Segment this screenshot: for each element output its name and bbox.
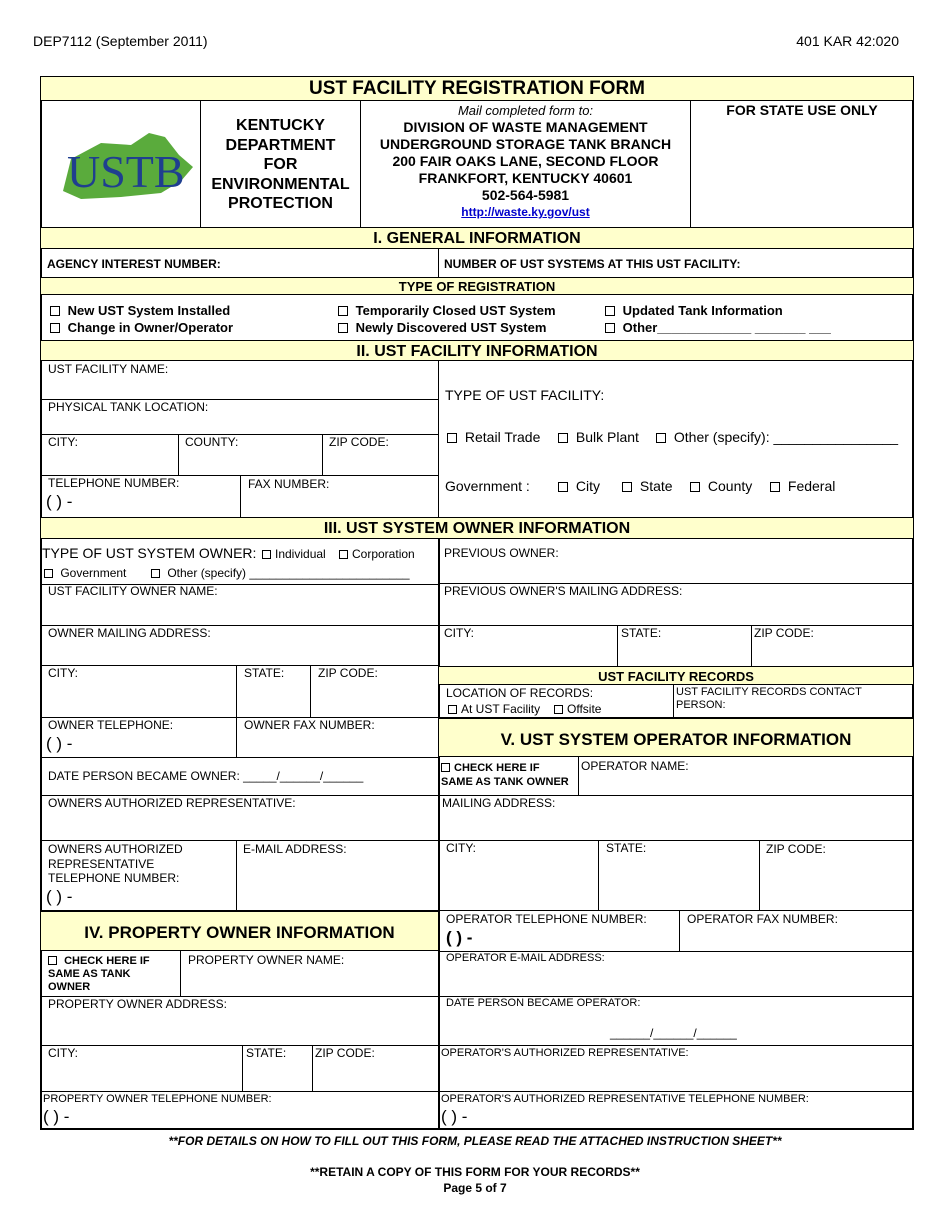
divider (41, 757, 438, 758)
opt-change-owner[interactable]: Change in Owner/Operator (50, 320, 233, 335)
operator-date-blank[interactable]: ______/______/______ (610, 1026, 737, 1040)
city-label: CITY: (48, 435, 79, 449)
owner-zip-label: ZIP CODE: (318, 666, 378, 680)
divider (438, 361, 439, 517)
checkbox[interactable] (558, 482, 568, 492)
gov-state[interactable]: State (622, 478, 673, 494)
operator-city-label: CITY: (446, 841, 477, 855)
divider (41, 840, 438, 841)
divider (312, 1045, 313, 1091)
prev-zip-label: ZIP CODE: (754, 626, 814, 640)
gov-federal[interactable]: Federal (770, 478, 835, 494)
divider (322, 434, 323, 475)
divider (679, 910, 680, 951)
type-registration-title: TYPE OF REGISTRATION (41, 277, 913, 295)
agency-interest-label: AGENCY INTEREST NUMBER: (47, 257, 221, 271)
type-retail[interactable]: Retail Trade (447, 429, 540, 445)
operator-address-label: MAILING ADDRESS: (442, 796, 556, 810)
owner-type-other[interactable]: Other (specify) ________________________ (151, 566, 410, 580)
checkbox[interactable] (447, 433, 457, 443)
county-label: COUNTY: (185, 435, 239, 449)
owner-telephone-label: OWNER TELEPHONE: (48, 718, 174, 732)
divider (310, 665, 311, 717)
tank-location-label: PHYSICAL TANK LOCATION: (48, 400, 209, 414)
opt-newly-discovered[interactable]: Newly Discovered UST System (338, 320, 546, 335)
operator-tel-blank[interactable]: ( ) - (446, 928, 473, 947)
owner-type-government[interactable]: Government (44, 566, 126, 580)
gov-county[interactable]: County (690, 478, 752, 494)
government-label: Government : (445, 478, 530, 494)
instructions-note: **FOR DETAILS ON HOW TO FILL OUT THIS FORM, PLEASE READ THE ATTACHED INSTRUCTION SHEET** (168, 1134, 782, 1148)
records-location-label: LOCATION OF RECORDS: (446, 686, 594, 700)
opt-new-install[interactable]: New UST System Installed (50, 303, 230, 318)
checkbox[interactable] (605, 323, 615, 333)
divider (41, 665, 438, 666)
prev-state-label: STATE: (621, 626, 662, 640)
checkbox[interactable] (441, 763, 450, 772)
checkbox[interactable] (558, 433, 568, 443)
checkbox[interactable] (151, 569, 160, 578)
operator-auth-rep-label: OPERATOR'S AUTHORIZED REPRESENTATIVE: (441, 1047, 689, 1059)
operator-state-label: STATE: (606, 841, 647, 855)
mailing-line: 502-564-5981 (481, 187, 570, 203)
opt-temp-closed[interactable]: Temporarily Closed UST System (338, 303, 556, 318)
divider (41, 1045, 438, 1046)
agency-line: FOR (263, 156, 298, 173)
divider (751, 625, 752, 666)
previous-owner-label: PREVIOUS OWNER: (444, 546, 559, 560)
mailing-line: DIVISION OF WASTE MANAGEMENT (403, 119, 648, 135)
divider (598, 840, 599, 910)
num-systems-label: NUMBER OF UST SYSTEMS AT THIS UST FACILITY: (444, 257, 741, 271)
section-4-title: IV. PROPERTY OWNER INFORMATION (41, 910, 438, 951)
checkbox[interactable] (770, 482, 780, 492)
mailing-intro: Mail completed form to: (457, 103, 594, 118)
divider (439, 684, 913, 685)
checkbox[interactable] (48, 956, 57, 965)
operator-zip-label: ZIP CODE: (766, 842, 826, 856)
mailing-address (361, 101, 691, 227)
type-bulk[interactable]: Bulk Plant (558, 429, 639, 445)
divider (759, 840, 760, 910)
agency-line: PROTECTION (228, 195, 333, 212)
owner-city-label: CITY: (48, 666, 79, 680)
operator-email-label: OPERATOR E-MAIL ADDRESS: (446, 952, 605, 964)
operator-same-check[interactable]: CHECK HERE IF SAME AS TANK OWNER (441, 762, 569, 788)
email-label: E-MAIL ADDRESS: (243, 842, 347, 856)
opt-updated-tank[interactable]: Updated Tank Information (605, 303, 783, 318)
checkbox[interactable] (554, 705, 563, 714)
divider (438, 249, 439, 277)
property-zip-label: ZIP CODE: (315, 1046, 375, 1060)
agency-line: DEPARTMENT (225, 136, 336, 154)
checkbox[interactable] (338, 306, 348, 316)
divider (673, 684, 674, 717)
checkbox[interactable] (605, 306, 615, 316)
divider (578, 757, 579, 795)
checkbox[interactable] (44, 569, 53, 578)
auth-rep-label: OWNERS AUTHORIZED REPRESENTATIVE: (48, 796, 296, 810)
checkbox[interactable] (50, 323, 60, 333)
checkbox[interactable] (339, 550, 348, 559)
checkbox[interactable] (50, 306, 60, 316)
property-address-label: PROPERTY OWNER ADDRESS: (48, 997, 227, 1011)
section-3-title: III. UST SYSTEM OWNER INFORMATION (41, 517, 913, 539)
mailing-line: UNDERGROUND STORAGE TANK BRANCH (379, 136, 672, 152)
gov-city[interactable]: City (558, 478, 600, 494)
divider (41, 1091, 438, 1092)
property-tel-blank[interactable]: ( ) - (43, 1107, 70, 1126)
divider (180, 951, 181, 996)
property-state-label: STATE: (246, 1046, 287, 1060)
section-2-title: II. UST FACILITY INFORMATION (41, 340, 913, 361)
prev-city-label: CITY: (444, 626, 475, 640)
divider (236, 665, 237, 717)
records-title: UST FACILITY RECORDS (439, 666, 913, 684)
divider (439, 910, 913, 911)
checkbox[interactable] (656, 433, 666, 443)
operator-fax-label: OPERATOR FAX NUMBER: (687, 912, 838, 926)
logo-text: USTB (67, 146, 185, 197)
checkbox[interactable] (262, 550, 271, 559)
owner-type-corporation[interactable]: Corporation (339, 547, 415, 561)
operator-auth-rep-tel-label: OPERATOR'S AUTHORIZED REPRESENTATIVE TELEPHONE NUMBER: (441, 1093, 809, 1105)
telephone-blank[interactable]: ( ) - (46, 492, 73, 511)
operator-auth-rep-tel-blank[interactable]: ( ) - (441, 1107, 468, 1126)
date-owner-label: DATE PERSON BECAME OWNER: _____/______/______ (48, 769, 364, 783)
agency-line: ENVIRONMENTAL (211, 175, 350, 193)
records-contact-label: UST FACILITY RECORDS CONTACT PERSON: (676, 686, 862, 711)
property-tel-label: PROPERTY OWNER TELEPHONE NUMBER: (43, 1093, 272, 1105)
logo-cell (41, 101, 201, 227)
checkbox[interactable] (690, 482, 700, 492)
agency-name (201, 101, 361, 227)
property-owner-name-label: PROPERTY OWNER NAME: (188, 953, 345, 967)
owner-type-label: TYPE OF UST SYSTEM OWNER: (42, 545, 257, 561)
owner-name-label: UST FACILITY OWNER NAME: (48, 584, 218, 598)
state-use-only: FOR STATE USE ONLY (726, 102, 878, 118)
telephone-label: TELEPHONE NUMBER: (48, 476, 180, 490)
operator-date-label: DATE PERSON BECAME OPERATOR: (446, 997, 641, 1009)
records-offsite[interactable]: Offsite (554, 702, 601, 716)
divider (236, 717, 237, 757)
form-title: UST FACILITY REGISTRATION FORM (41, 77, 913, 101)
auth-rep-tel-label: OWNERS AUTHORIZED REPRESENTATIVE TELEPHONE NUMBER: (48, 842, 183, 885)
prev-address-label: PREVIOUS OWNER'S MAILING ADDRESS: (444, 584, 683, 598)
type-other[interactable]: Other (specify): ________________ (656, 429, 898, 445)
checkbox[interactable] (622, 482, 632, 492)
section-5-title: V. UST SYSTEM OPERATOR INFORMATION (439, 717, 913, 757)
property-city-label: CITY: (48, 1046, 79, 1060)
auth-rep-tel-blank[interactable]: ( ) - (46, 887, 73, 906)
page-number: Page 5 of 7 (443, 1181, 507, 1195)
regulation-ref: 401 KAR 42:020 (796, 33, 899, 49)
website-link[interactable]: http://waste.ky.gov/ust (461, 205, 590, 219)
mailing-line: 200 FAIR OAKS LANE, SECOND FLOOR (392, 153, 659, 169)
section-1-title: I. GENERAL INFORMATION (41, 228, 913, 249)
zip-label: ZIP CODE: (329, 435, 389, 449)
operator-name-label: OPERATOR NAME: (581, 759, 689, 773)
divider (439, 625, 913, 626)
divider (240, 475, 241, 517)
center-divider (438, 539, 440, 1130)
divider (236, 840, 237, 910)
divider (439, 1045, 913, 1046)
owner-state-label: STATE: (244, 666, 285, 680)
ustb-logo (41, 101, 201, 227)
opt-other[interactable]: Other_____________ _______ ___ (605, 320, 831, 335)
owner-type-individual[interactable]: Individual (262, 547, 326, 561)
property-same-check[interactable]: CHECK HERE IF SAME AS TANK OWNER (48, 955, 150, 993)
divider (617, 625, 618, 666)
records-at-facility[interactable]: At UST Facility (448, 702, 540, 716)
divider (439, 1091, 913, 1092)
facility-type-label: TYPE OF UST FACILITY: (445, 387, 605, 403)
retain-note: **RETAIN A COPY OF THIS FORM FOR YOUR RECORDS** (310, 1165, 640, 1179)
divider (439, 840, 913, 841)
operator-tel-label: OPERATOR TELEPHONE NUMBER: (446, 912, 647, 926)
owner-fax-label: OWNER FAX NUMBER: (244, 718, 375, 732)
checkbox[interactable] (338, 323, 348, 333)
fax-label: FAX NUMBER: (248, 477, 330, 491)
divider (178, 434, 179, 475)
owner-address-label: OWNER MAILING ADDRESS: (48, 626, 211, 640)
checkbox[interactable] (448, 705, 457, 714)
agency-line: KENTUCKY (236, 117, 325, 134)
facility-name-label: UST FACILITY NAME: (48, 362, 169, 376)
owner-telephone-blank[interactable]: ( ) - (46, 734, 73, 753)
mailing-line: FRANKFORT, KENTUCKY 40601 (418, 170, 633, 186)
divider (242, 1045, 243, 1091)
form-id: DEP7112 (September 2011) (33, 33, 208, 49)
